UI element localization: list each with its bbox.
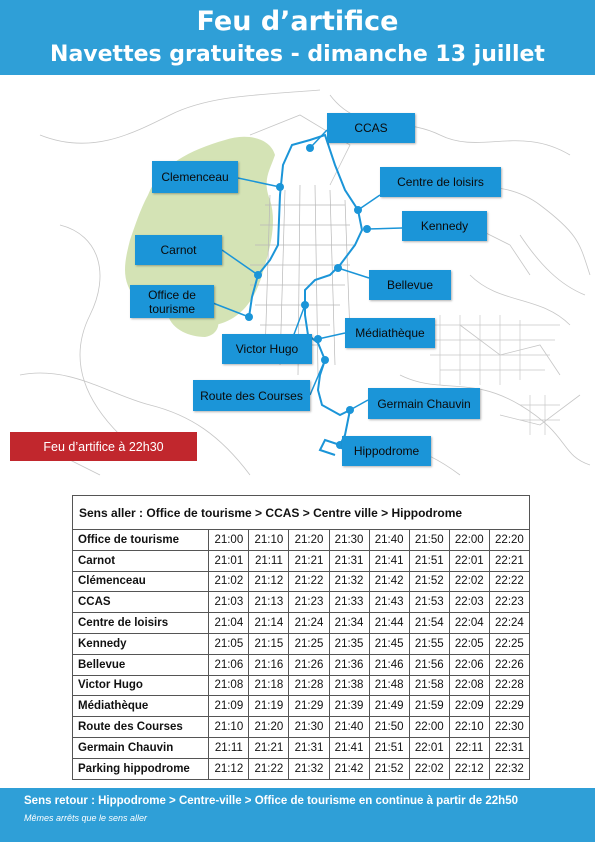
schedule-header-row: [73, 496, 530, 530]
time-cell: 21:48: [369, 675, 409, 696]
time-cell: 21:19: [249, 696, 289, 717]
map-label-office-line2: tourisme: [148, 301, 195, 316]
table-row: [73, 550, 530, 571]
time-cell: 21:30: [329, 530, 369, 551]
time-cell: 21:09: [209, 696, 249, 717]
time-cell: 21:22: [289, 571, 329, 592]
time-cell: 22:21: [489, 550, 529, 571]
time-cell: 22:26: [489, 654, 529, 675]
time-cell: 21:23: [289, 592, 329, 613]
time-cell: 21:36: [329, 654, 369, 675]
map-label-office-tourisme: [130, 285, 214, 318]
time-cell: 22:32: [489, 758, 529, 779]
time-cell: 21:40: [369, 530, 409, 551]
page-header: [0, 0, 595, 75]
map-label-office-line1: Office de: [148, 287, 196, 302]
map-label-victor-hugo: Victor Hugo: [222, 334, 312, 364]
page-title: Feu d’artifice: [196, 6, 399, 37]
table-row: [73, 737, 530, 758]
time-cell: 21:35: [329, 633, 369, 654]
time-cell: 21:51: [409, 550, 449, 571]
time-cell: 21:08: [209, 675, 249, 696]
time-cell: 21:30: [289, 717, 329, 738]
stop-name-cell: Route des Courses: [73, 717, 209, 738]
time-cell: 21:50: [409, 530, 449, 551]
table-row: [73, 654, 530, 675]
table-row: [73, 633, 530, 654]
time-cell: 22:24: [489, 613, 529, 634]
time-cell: 22:31: [489, 737, 529, 758]
time-cell: 21:14: [249, 613, 289, 634]
time-cell: 21:44: [369, 613, 409, 634]
page-subtitle: Navettes gratuites - dimanche 13 juillet: [50, 42, 545, 67]
schedule-header: Sens aller : Office de tourisme > CCAS > Centre ville > Hippodrome: [73, 496, 530, 530]
time-cell: 21:00: [209, 530, 249, 551]
page-footer: [0, 788, 595, 842]
time-cell: 22:01: [409, 737, 449, 758]
time-cell: 22:09: [449, 696, 489, 717]
time-cell: 21:12: [209, 758, 249, 779]
time-cell: 21:32: [289, 758, 329, 779]
time-cell: 22:01: [449, 550, 489, 571]
return-info: Sens retour : Hippodrome > Centre-ville > Office de tourisme en continue à partir de 22h50: [24, 795, 518, 807]
time-cell: 22:05: [449, 633, 489, 654]
stop-name-cell: Centre de loisirs: [73, 613, 209, 634]
time-cell: 21:49: [369, 696, 409, 717]
stop-name-cell: Bellevue: [73, 654, 209, 675]
time-cell: 21:05: [209, 633, 249, 654]
time-cell: 22:02: [449, 571, 489, 592]
time-cell: 22:11: [449, 737, 489, 758]
table-row: [73, 571, 530, 592]
time-cell: 21:24: [289, 613, 329, 634]
table-row: [73, 592, 530, 613]
stop-name-cell: Germain Chauvin: [73, 737, 209, 758]
time-cell: 21:32: [329, 571, 369, 592]
time-cell: 21:34: [329, 613, 369, 634]
table-row: [73, 758, 530, 779]
fireworks-banner: Feu d’artifice à 22h30: [10, 432, 197, 461]
map-label-kennedy: Kennedy: [402, 211, 487, 241]
time-cell: 21:28: [289, 675, 329, 696]
stop-name-cell: Victor Hugo: [73, 675, 209, 696]
time-cell: 21:01: [209, 550, 249, 571]
time-cell: 21:10: [249, 530, 289, 551]
stop-name-cell: Parking hippodrome: [73, 758, 209, 779]
time-cell: 21:42: [329, 758, 369, 779]
time-cell: 21:38: [329, 675, 369, 696]
time-cell: 21:13: [249, 592, 289, 613]
stop-name-cell: Office de tourisme: [73, 530, 209, 551]
time-cell: 21:52: [409, 571, 449, 592]
time-cell: 21:11: [209, 737, 249, 758]
time-cell: 22:08: [449, 675, 489, 696]
time-cell: 21:56: [409, 654, 449, 675]
map-drawing: [0, 75, 595, 485]
time-cell: 22:20: [489, 530, 529, 551]
map-label-germain-chauvin: Germain Chauvin: [368, 388, 480, 419]
map-label-centre-loisirs: Centre de loisirs: [380, 167, 501, 197]
time-cell: 22:23: [489, 592, 529, 613]
map-label-bellevue: Bellevue: [369, 270, 451, 300]
time-cell: 21:50: [369, 717, 409, 738]
stop-name-cell: Clémenceau: [73, 571, 209, 592]
time-cell: 22:06: [449, 654, 489, 675]
time-cell: 22:04: [449, 613, 489, 634]
time-cell: 21:45: [369, 633, 409, 654]
map-label-hippodrome: Hippodrome: [342, 436, 431, 466]
time-cell: 21:12: [249, 571, 289, 592]
time-cell: 21:55: [409, 633, 449, 654]
schedule-table: [72, 495, 530, 780]
map-label-clemenceau: Clemenceau: [152, 161, 238, 193]
time-cell: 22:10: [449, 717, 489, 738]
time-cell: 21:43: [369, 592, 409, 613]
map-label-route-courses: Route des Courses: [193, 380, 310, 411]
time-cell: 22:03: [449, 592, 489, 613]
table-row: [73, 696, 530, 717]
time-cell: 21:31: [329, 550, 369, 571]
map-label-mediatheque: Médiathèque: [345, 318, 435, 348]
time-cell: 21:15: [249, 633, 289, 654]
time-cell: 21:22: [249, 758, 289, 779]
table-row: [73, 530, 530, 551]
time-cell: 22:29: [489, 696, 529, 717]
time-cell: 22:12: [449, 758, 489, 779]
route-map: [0, 75, 595, 485]
time-cell: 21:46: [369, 654, 409, 675]
time-cell: 21:26: [289, 654, 329, 675]
time-cell: 21:39: [329, 696, 369, 717]
return-note: Mêmes arrêts que le sens aller: [24, 813, 148, 823]
time-cell: 22:00: [409, 717, 449, 738]
time-cell: 21:21: [289, 550, 329, 571]
time-cell: 21:40: [329, 717, 369, 738]
time-cell: 21:18: [249, 675, 289, 696]
table-row: [73, 675, 530, 696]
time-cell: 21:16: [249, 654, 289, 675]
time-cell: 21:53: [409, 592, 449, 613]
time-cell: 21:41: [329, 737, 369, 758]
stop-name-cell: Carnot: [73, 550, 209, 571]
time-cell: 22:25: [489, 633, 529, 654]
stop-name-cell: Médiathèque: [73, 696, 209, 717]
schedule-body: [73, 530, 530, 780]
time-cell: 21:20: [249, 717, 289, 738]
stop-name-cell: CCAS: [73, 592, 209, 613]
time-cell: 21:59: [409, 696, 449, 717]
time-cell: 21:33: [329, 592, 369, 613]
time-cell: 22:28: [489, 675, 529, 696]
time-cell: 21:29: [289, 696, 329, 717]
time-cell: 22:22: [489, 571, 529, 592]
time-cell: 21:06: [209, 654, 249, 675]
time-cell: 22:02: [409, 758, 449, 779]
table-row: [73, 613, 530, 634]
time-cell: 21:52: [369, 758, 409, 779]
time-cell: 22:00: [449, 530, 489, 551]
time-cell: 21:11: [249, 550, 289, 571]
stop-name-cell: Kennedy: [73, 633, 209, 654]
table-row: [73, 717, 530, 738]
time-cell: 21:10: [209, 717, 249, 738]
map-label-carnot: Carnot: [135, 235, 222, 265]
time-cell: 21:25: [289, 633, 329, 654]
time-cell: 21:02: [209, 571, 249, 592]
time-cell: 21:51: [369, 737, 409, 758]
time-cell: 22:30: [489, 717, 529, 738]
time-cell: 21:41: [369, 550, 409, 571]
time-cell: 21:20: [289, 530, 329, 551]
street-network: [20, 90, 590, 475]
time-cell: 21:21: [249, 737, 289, 758]
time-cell: 21:58: [409, 675, 449, 696]
time-cell: 21:31: [289, 737, 329, 758]
time-cell: 21:42: [369, 571, 409, 592]
map-label-ccas: CCAS: [327, 113, 415, 143]
time-cell: 21:04: [209, 613, 249, 634]
time-cell: 21:54: [409, 613, 449, 634]
time-cell: 21:03: [209, 592, 249, 613]
